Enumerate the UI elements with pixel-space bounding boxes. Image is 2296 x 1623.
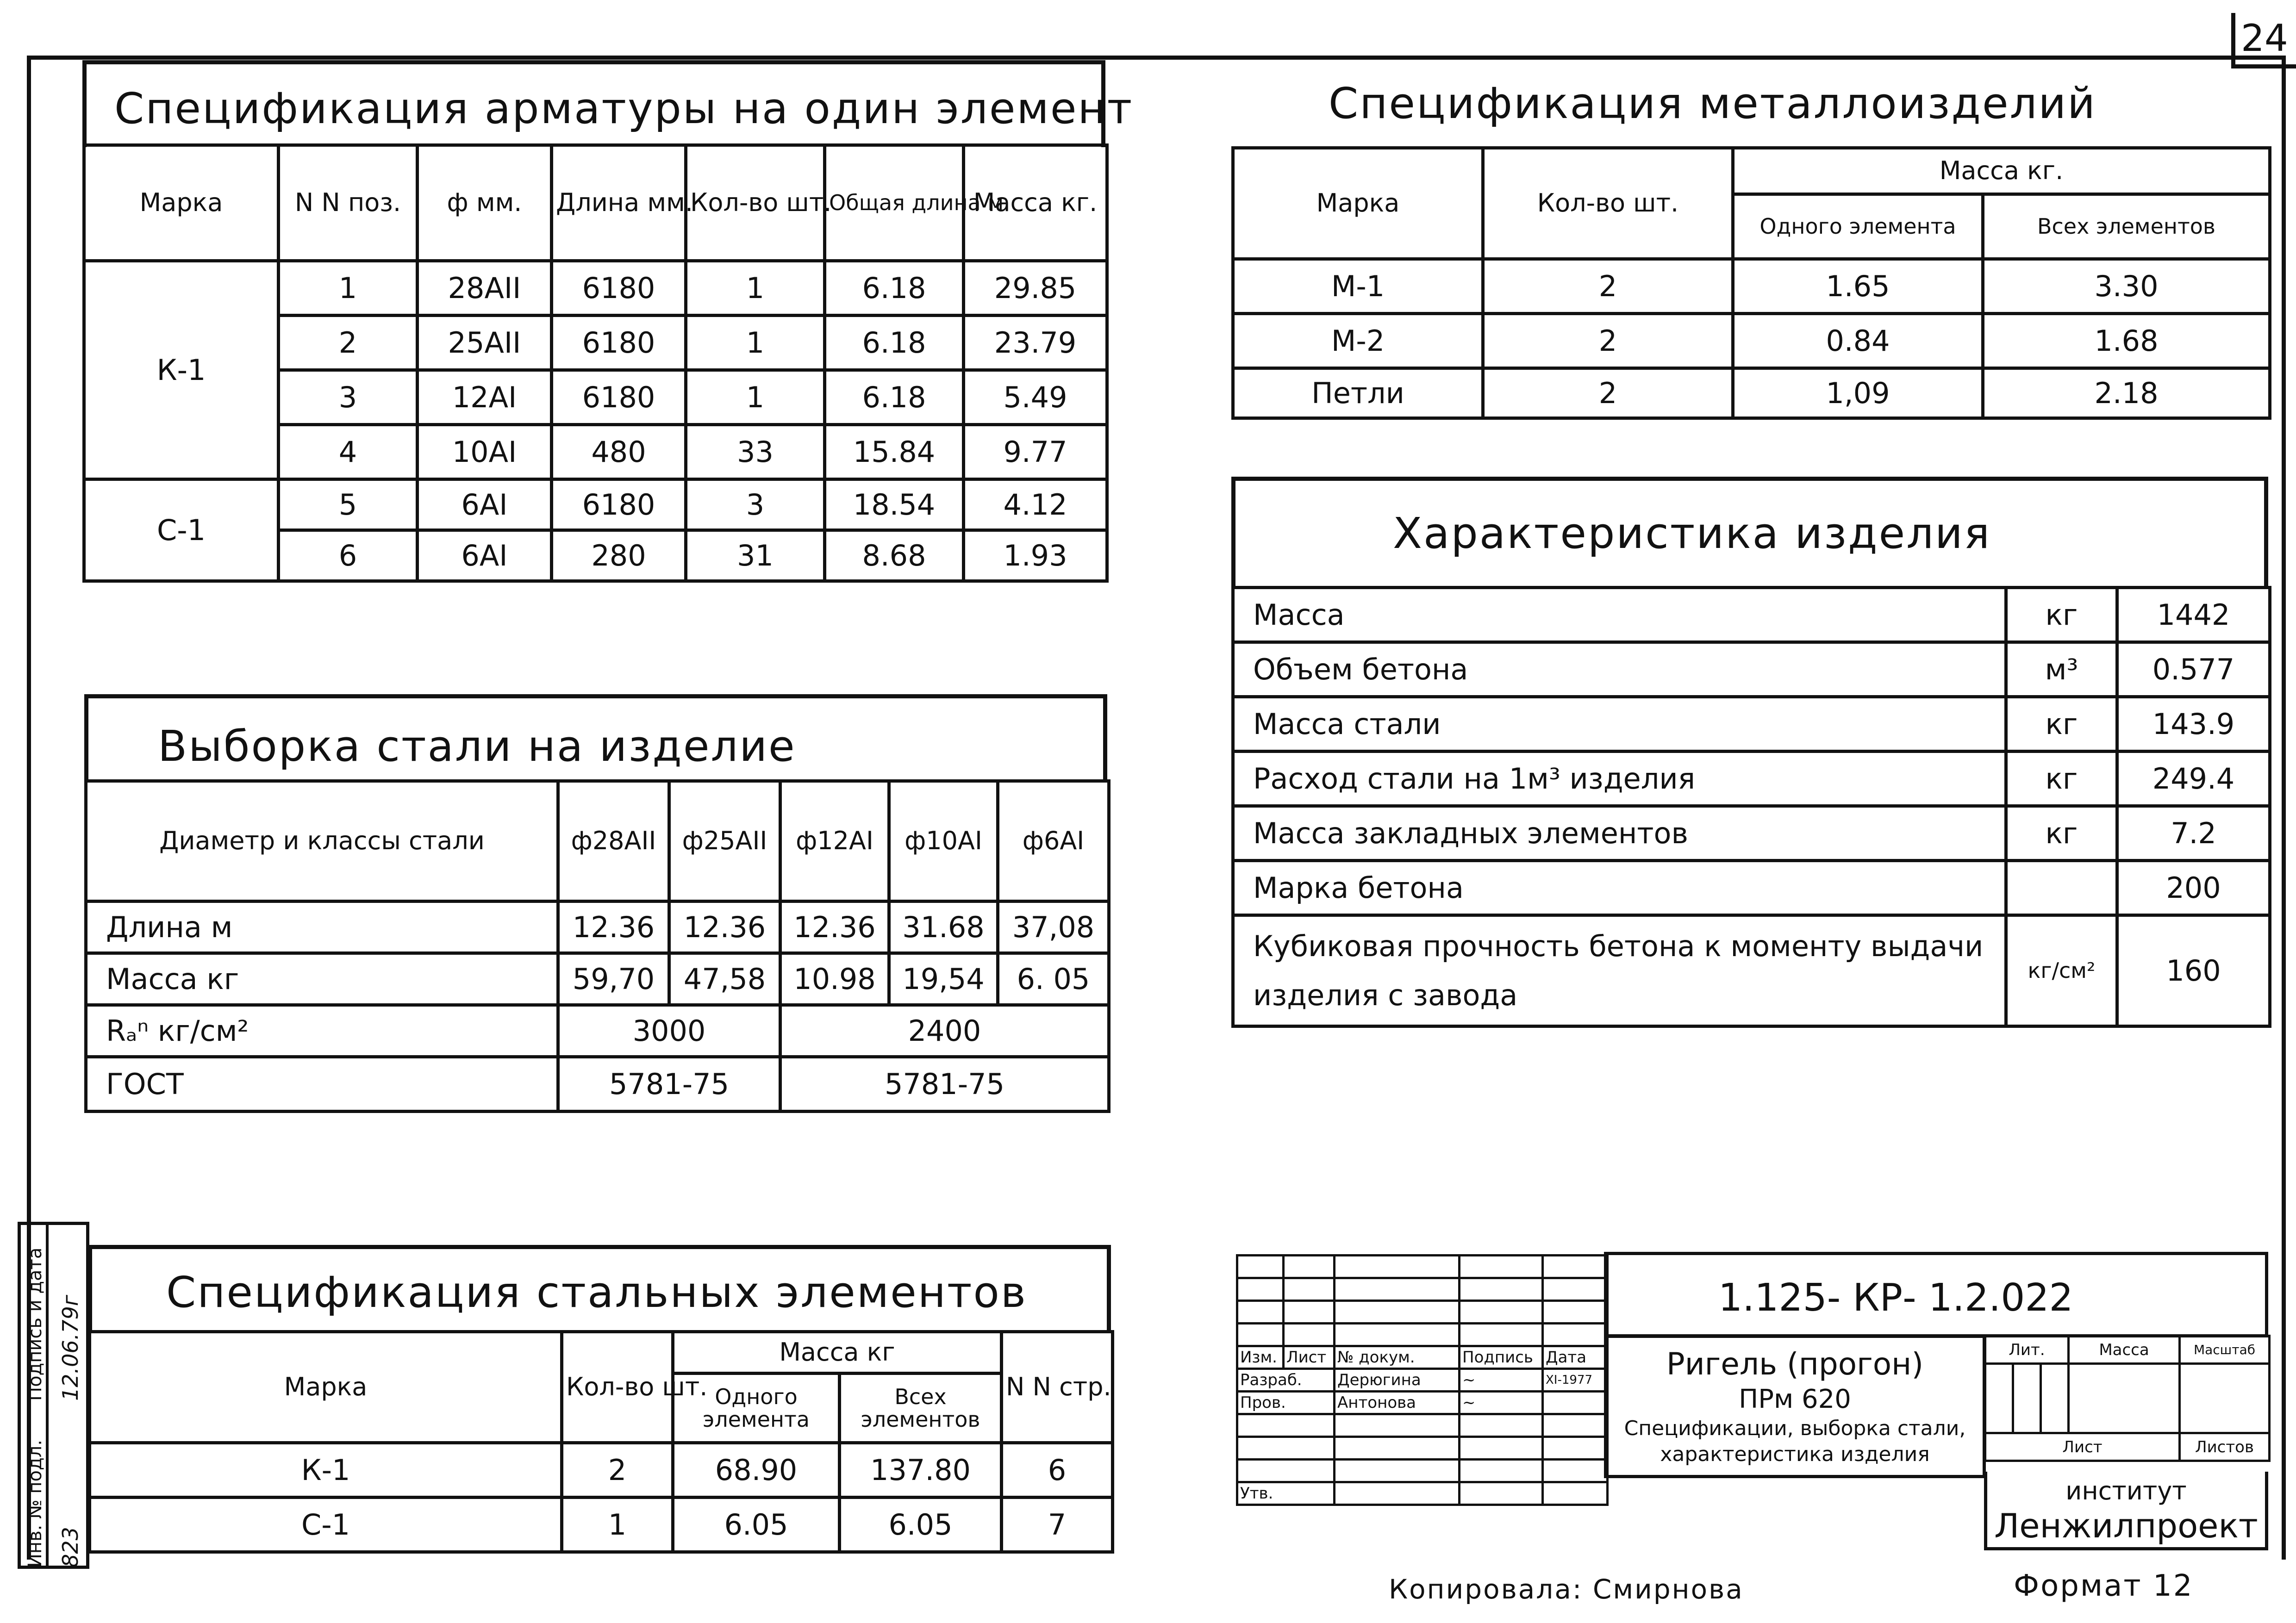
table-cell: 7.2	[2117, 806, 2270, 861]
table-cell: 6.05	[840, 1498, 1002, 1552]
side-stamp	[18, 1222, 89, 1569]
table-cell: 1,09	[1733, 368, 1983, 418]
steel-col-header: ф12АI	[780, 781, 889, 902]
steel-gost-label: ГОСТ	[86, 1057, 558, 1112]
table-cell: 31.68	[889, 902, 998, 953]
rebar-mark-c1: С-1	[84, 479, 279, 581]
table-cell: 31	[686, 530, 825, 581]
steel-col-header: ф25АII	[669, 781, 780, 902]
tb-check-name: Антонова	[1335, 1392, 1460, 1414]
tb-name-2: ПРм 620	[1739, 1384, 1851, 1414]
table-cell: 7	[1002, 1498, 1113, 1552]
rebar-header-qty: Кол-во шт.	[686, 145, 825, 261]
table-cell: Петли	[1233, 368, 1483, 418]
rebar-header-total: Общая длина м	[825, 145, 964, 261]
table-cell: 6. 05	[998, 953, 1109, 1005]
tb-institute: институт	[2065, 1476, 2187, 1505]
table-cell: 2	[279, 316, 418, 370]
stamp-label-sign: Подпись и дата	[25, 1247, 46, 1401]
steel-mass-label: Масса кг	[86, 953, 558, 1005]
table-cell: 480	[552, 425, 686, 479]
table-cell: 10АI	[418, 425, 552, 479]
steel-el-header-page: N N стр.	[1002, 1332, 1113, 1443]
table-cell: 143.9	[2117, 697, 2270, 752]
copied-by: Копировала: Смирнова	[1389, 1573, 1744, 1605]
table-cell: 12.36	[669, 902, 780, 953]
steel-elements-title-box	[88, 1245, 1111, 1333]
table-cell: 2.18	[1983, 368, 2270, 418]
table-cell: 1	[686, 370, 825, 425]
steel-col-header: ф10АI	[889, 781, 998, 902]
rebar-spec-table	[82, 143, 1109, 583]
table-cell: 4.12	[964, 479, 1107, 530]
rebar-spec-title-box	[82, 60, 1134, 147]
table-cell: 68.90	[673, 1443, 840, 1498]
steel-sample-title-box	[84, 694, 1107, 782]
revision-grid	[1236, 1254, 1609, 1506]
tb-mass: Масса	[2069, 1336, 2180, 1364]
table-cell: 160	[2117, 915, 2270, 1026]
table-cell: 25АII	[418, 316, 552, 370]
steel-col-header: ф6АI	[998, 781, 1109, 902]
tb-col-header: Изм.	[1237, 1346, 1284, 1369]
tb-code: 1.125- КР- 1.2.022	[1718, 1276, 2073, 1320]
rebar-spec-title: Спецификация арматуры на один элемент	[114, 84, 1134, 133]
table-cell: 23.79	[964, 316, 1107, 370]
table-cell: 1.65	[1733, 259, 1983, 314]
table-cell: М-1	[1233, 259, 1483, 314]
table-cell: Расход стали на 1м³ изделия	[1233, 752, 2006, 806]
table-cell: 3	[279, 370, 418, 425]
table-cell: м³	[2006, 642, 2117, 697]
table-cell	[2006, 861, 2117, 915]
steel-el-header-mark: Марка	[90, 1332, 562, 1443]
table-cell: 9.77	[964, 425, 1107, 479]
table-cell: 59,70	[558, 953, 669, 1005]
table-cell: 3	[686, 479, 825, 530]
table-cell: 6	[279, 530, 418, 581]
table-cell: кг	[2006, 697, 2117, 752]
tb-org-box	[1984, 1472, 2268, 1550]
characteristics-title: Характеристика изделия	[1393, 509, 1991, 558]
table-cell: кг	[2006, 806, 2117, 861]
steel-el-header-mass: Масса кг	[673, 1332, 1002, 1374]
tb-sheets: Листов	[2180, 1433, 2270, 1461]
tb-approve-label: Утв.	[1237, 1482, 1335, 1505]
steel-el-header-one: Одного элемента	[673, 1374, 840, 1443]
table-cell: Марка бетона	[1233, 861, 2006, 915]
table-cell: 1.68	[1983, 314, 2270, 368]
steel-length-label: Длина м	[86, 902, 558, 953]
table-cell: 200	[2117, 861, 2270, 915]
table-cell: 19,54	[889, 953, 998, 1005]
steel-sample-table	[84, 779, 1111, 1113]
table-cell: 10.98	[780, 953, 889, 1005]
rebar-header-pos: N N поз.	[279, 145, 418, 261]
tb-dev-label: Разраб.	[1237, 1369, 1335, 1392]
table-cell: 6.18	[825, 316, 964, 370]
tb-col-header: Подпись	[1460, 1346, 1543, 1369]
table-cell: Объем бетона	[1233, 642, 2006, 697]
table-cell: 6180	[552, 479, 686, 530]
rebar-header-len: Длина мм.	[552, 145, 686, 261]
rebar-header-dia: ф мм.	[418, 145, 552, 261]
rebar-mark-k1: К-1	[84, 261, 279, 479]
metal-header-all: Всех элементов	[1983, 194, 2270, 259]
format-label: Формат 12	[2014, 1569, 2194, 1603]
steel-el-header-all: Всех элементов	[840, 1374, 1002, 1443]
table-cell: 2	[1483, 368, 1733, 418]
table-cell: 1	[562, 1498, 673, 1552]
table-cell: 280	[552, 530, 686, 581]
stamp-label-inv: Инв. № подл.	[25, 1440, 46, 1567]
table-cell: 12.36	[780, 902, 889, 953]
table-cell: кг	[2006, 752, 2117, 806]
steel-el-header-qty: Кол-во шт.	[562, 1332, 673, 1443]
table-cell: 2400	[780, 1005, 1109, 1057]
table-cell: 47,58	[669, 953, 780, 1005]
table-cell: 2	[562, 1443, 673, 1498]
table-cell: кг	[2006, 588, 2117, 642]
table-cell: 0.84	[1733, 314, 1983, 368]
stamp-date: 12.06.79г	[58, 1294, 83, 1401]
table-cell: 12.36	[558, 902, 669, 953]
steel-elements-title: Спецификация стальных элементов	[166, 1268, 1028, 1317]
tb-dev-name: Дерюгина	[1335, 1369, 1460, 1392]
steel-elements-table	[88, 1330, 1114, 1554]
tb-name-3: Спецификации, выборка стали,	[1624, 1417, 1966, 1440]
metal-header-mark: Марка	[1233, 148, 1483, 259]
table-cell: 6180	[552, 370, 686, 425]
table-cell: 6.18	[825, 261, 964, 316]
table-cell: С-1	[90, 1498, 562, 1552]
tb-check-label: Пров.	[1237, 1392, 1335, 1414]
metal-spec-table	[1231, 146, 2271, 420]
table-cell: 5781-75	[780, 1057, 1109, 1112]
table-cell: 33	[686, 425, 825, 479]
table-cell: 37,08	[998, 902, 1109, 953]
tb-code-box	[1604, 1252, 2268, 1337]
tb-dev-date: XI-1977	[1543, 1369, 1608, 1392]
table-cell: 5.49	[964, 370, 1107, 425]
tb-check-signature: ~	[1460, 1392, 1543, 1414]
tb-name-4: характеристика изделия	[1660, 1443, 1930, 1466]
table-cell: кг/см²	[2006, 915, 2117, 1026]
metal-header-mass: Масса кг.	[1733, 148, 2270, 194]
table-cell: 5	[279, 479, 418, 530]
metal-header-one: Одного элемента	[1733, 194, 1983, 259]
characteristics-title-box	[1231, 477, 2268, 588]
table-cell: Кубиковая прочность бетона к моменту выдачи изделия с завода	[1233, 915, 2006, 1026]
metal-header-qty: Кол-во шт.	[1483, 148, 1733, 259]
steel-col-header: ф28АII	[558, 781, 669, 902]
table-cell: 1	[279, 261, 418, 316]
stamp-inv: 823	[58, 1527, 83, 1567]
table-cell: Масса закладных элементов	[1233, 806, 2006, 861]
table-cell: 29.85	[964, 261, 1107, 316]
rebar-header-mark: Марка	[84, 145, 279, 261]
tb-col-header: Дата	[1543, 1346, 1608, 1369]
tb-org: Ленжилпроект	[1994, 1506, 2258, 1545]
tb-name-box	[1604, 1335, 1986, 1478]
table-cell: К-1	[90, 1443, 562, 1498]
table-cell: 2	[1483, 314, 1733, 368]
metal-spec-title: Спецификация металлоизделий	[1329, 79, 2096, 128]
table-cell: 137.80	[840, 1443, 1002, 1498]
steel-sample-title: Выборка стали на изделие	[158, 721, 796, 771]
tb-col-header: Лист	[1284, 1346, 1335, 1369]
table-cell: 3.30	[1983, 259, 2270, 314]
table-cell: 6180	[552, 261, 686, 316]
table-cell: 12АI	[418, 370, 552, 425]
table-cell: 6АI	[418, 530, 552, 581]
table-cell: 6	[1002, 1443, 1113, 1498]
tb-dev-signature: ~	[1460, 1369, 1543, 1392]
table-cell: 28АII	[418, 261, 552, 316]
table-cell: 2	[1483, 259, 1733, 314]
table-cell: Масса	[1233, 588, 2006, 642]
table-cell: 4	[279, 425, 418, 479]
table-cell: 6180	[552, 316, 686, 370]
table-cell: 6АI	[418, 479, 552, 530]
table-cell: 6.18	[825, 370, 964, 425]
table-cell: 3000	[558, 1005, 780, 1057]
tb-scale: Масштаб	[2180, 1336, 2270, 1364]
tb-lit-grid	[1984, 1335, 2271, 1462]
characteristics-table	[1231, 586, 2271, 1028]
tb-lit: Лит.	[1985, 1336, 2069, 1364]
table-cell: 0.577	[2117, 642, 2270, 697]
table-cell: 8.68	[825, 530, 964, 581]
table-cell: 249.4	[2117, 752, 2270, 806]
tb-col-header: № докум.	[1335, 1346, 1460, 1369]
table-cell: 1442	[2117, 588, 2270, 642]
rebar-header-mass: Масса кг.	[964, 145, 1107, 261]
table-cell: Масса стали	[1233, 697, 2006, 752]
steel-header-label: Диаметр и классы стали	[86, 781, 558, 902]
table-cell: 1	[686, 316, 825, 370]
steel-rn-label: Rₐⁿ кг/см²	[86, 1005, 558, 1057]
table-cell: 1.93	[964, 530, 1107, 581]
table-cell: 5781-75	[558, 1057, 780, 1112]
table-cell: М-2	[1233, 314, 1483, 368]
table-cell: 18.54	[825, 479, 964, 530]
table-cell: 1	[686, 261, 825, 316]
page-number: 24	[2231, 13, 2296, 68]
table-cell: 15.84	[825, 425, 964, 479]
tb-sheet: Лист	[1985, 1433, 2180, 1461]
tb-name-1: Ригель (прогон)	[1666, 1346, 1924, 1382]
table-cell: 6.05	[673, 1498, 840, 1552]
